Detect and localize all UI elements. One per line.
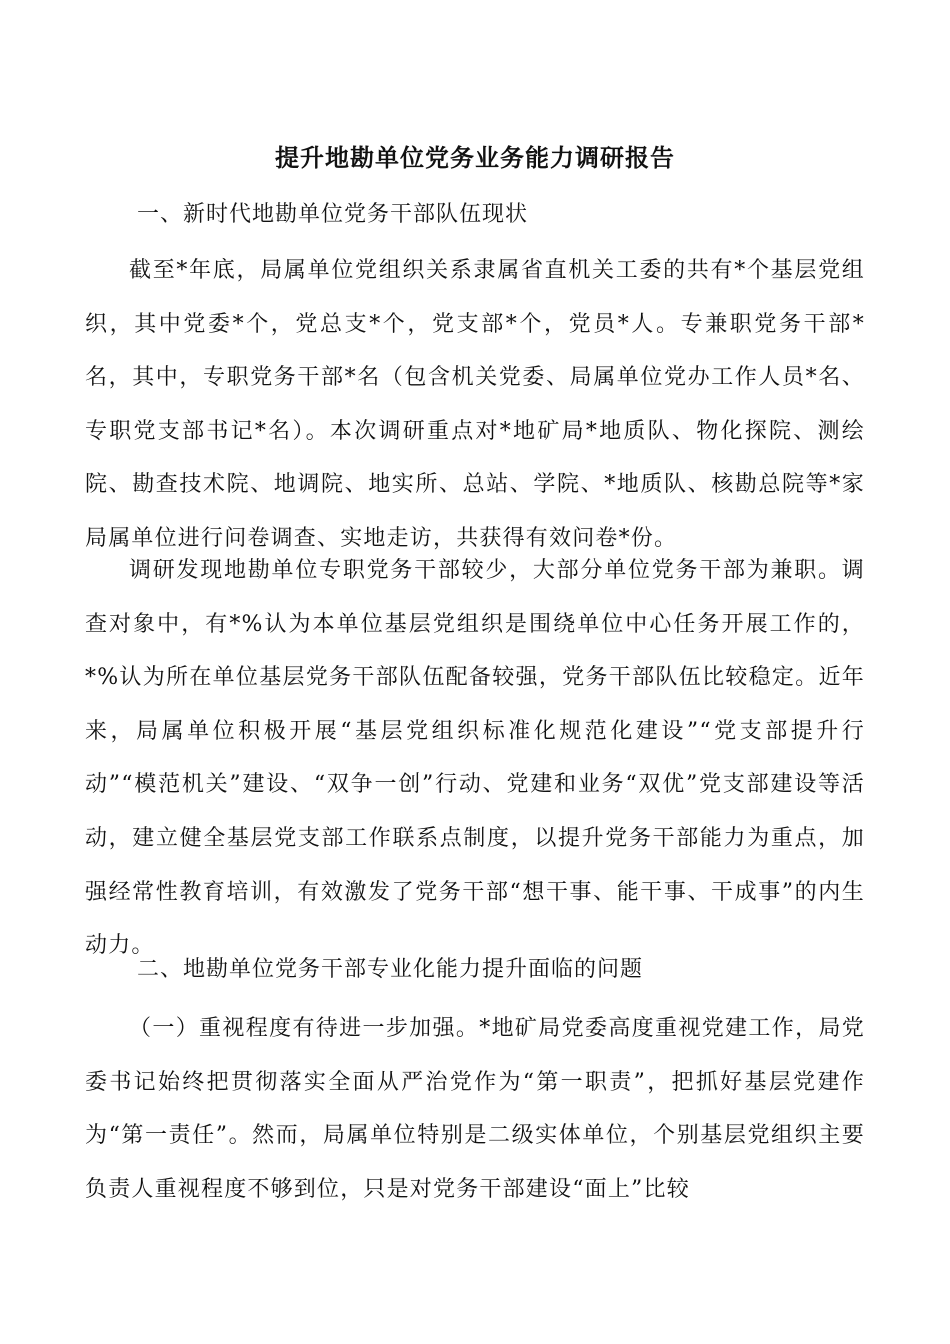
section-heading-1: 一、新时代地勘单位党务干部队伍现状 (137, 202, 529, 227)
section-heading-2: 二、地勘单位党务干部专业化能力提升面临的问题 (137, 957, 644, 982)
paragraph-2: 调研发现地勘单位专职党务干部较少，大部分单位党务干部为兼职。调查对象中，有*%认为本单位基层党组织是围绕单位中心任务开展工作的，*%认为所在单位基层党务干部队伍配备较强，党务干部队伍比较稳定。近年来，局属单位积极开展“基层党组织标准化规范化建设”“党支部提升行动”“模范机关”建设、“双争一创”行动、党建和业务“双优”党支部建设等活动，建立健全基层党支部工作联系点制度，以提升党务干部能力为重点，加强经常性教育培训，有效激发了党务干部“想干事、能干事、干成事”的内生动力。 (85, 558, 865, 959)
paragraph-1: 截至*年底，局属单位党组织关系隶属省直机关工委的共有*个基层党组织，其中党委*个，党总支*个，党支部*个，党员*人。专兼职党务干部*名，其中，专职党务干部*名（包含机关党委、局属单位党办工作人员*名、专职党支部书记*名）。本次调研重点对*地矿局*地质队、物化探院、测绘院、勘查技术院、地调院、地实所、总站、学院、*地质队、核勘总院等*家局属单位进行问卷调查、实地走访，共获得有效问卷*份。 (85, 258, 865, 551)
document-title: 提升地勘单位党务业务能力调研报告 (275, 143, 675, 172)
paragraph-3: （一）重视程度有待进一步加强。*地矿局党委高度重视党建工作，局党委书记始终把贯彻落实全面从严治党作为“第一职责”，把抓好基层党建作为“第一责任”。然而，局属单位特别是二级实体单位，个别基层党组织主要负责人重视程度不够到位，只是对党务干部建设“面上”比较 (85, 1016, 865, 1202)
